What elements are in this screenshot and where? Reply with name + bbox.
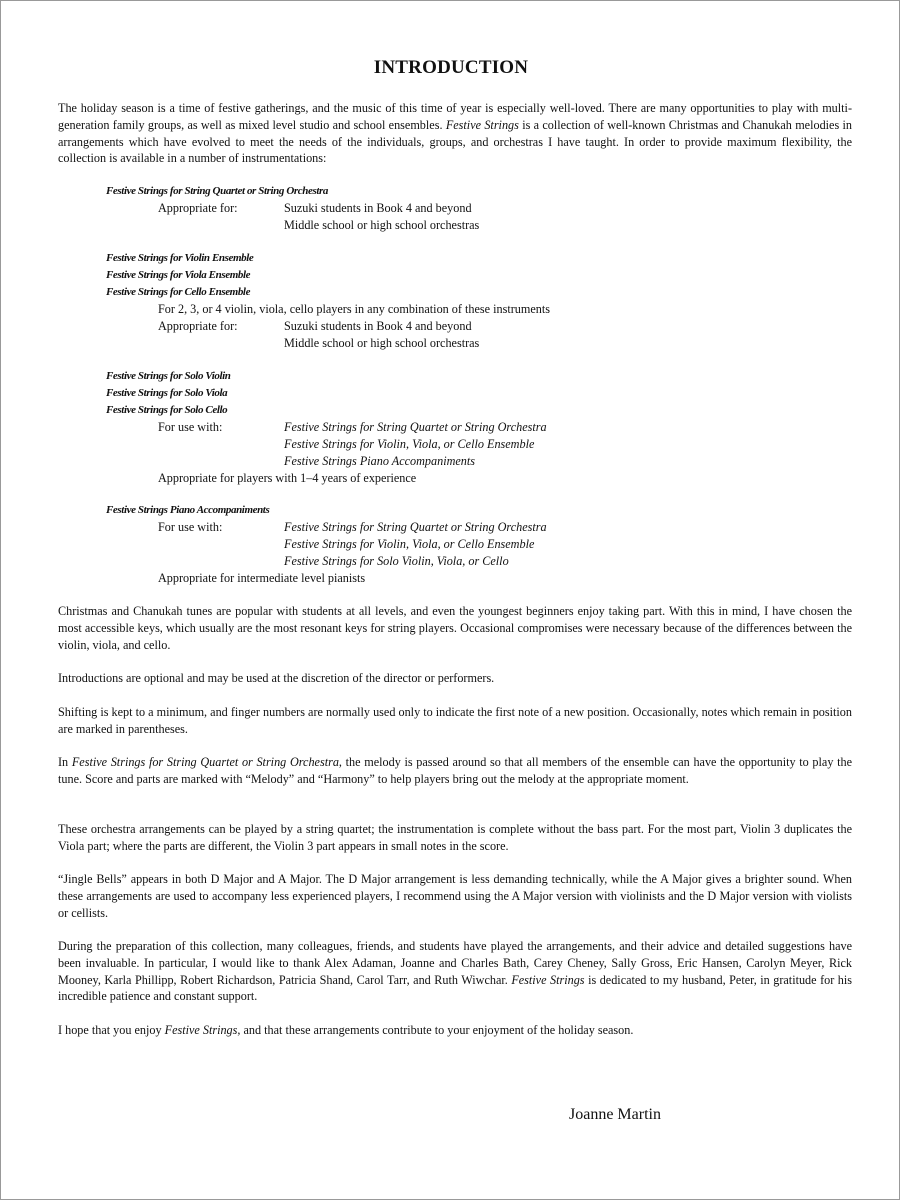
p8-text-2: , and that these arrangements contribute to your enjoyment of the holiday season. — [237, 1023, 634, 1037]
block-heading: Festive Strings for Solo Cello — [106, 404, 228, 416]
block-label: Appropriate for: — [158, 319, 238, 333]
block-heading: Festive Strings for Cello Ensemble — [106, 286, 251, 298]
signature: Joanne Martin — [569, 1106, 661, 1123]
intro-text-1: The holiday season is a time of festive gatherings, and the music of this time of year is especially well-loved. There are many opportunities to play with multi-generation family groups, as well as mixed level studio and school ensembles. — [58, 101, 852, 132]
paragraph-melody — [58, 754, 852, 788]
instrumentation-block-quartet — [106, 183, 826, 234]
block-note: Appropriate for players with 1–4 years of experience — [158, 471, 417, 485]
instrumentation-block-ensemble — [106, 250, 826, 352]
block-note: Appropriate for intermediate level pianists — [158, 571, 366, 585]
block-value: Festive Strings Piano Accompaniments — [284, 454, 476, 468]
block-heading: Festive Strings for String Quartet or String Orchestra — [106, 185, 328, 197]
instrumentation-block-piano — [106, 502, 826, 587]
block-value: Middle school or high school orchestras — [284, 336, 480, 350]
intro-paragraph — [58, 100, 852, 167]
p4-italic: Festive Strings for String Quartet or String Orchestra — [71, 755, 339, 769]
block-heading: Festive Strings for Violin Ensemble — [106, 252, 254, 264]
block-value: Suzuki students in Book 4 and beyond — [284, 201, 472, 215]
paragraph-keys: Christmas and Chanukah tunes are popular with students at all levels, and even the youngest beginners enjoy taking part. With this in mind, I have chosen the most accessible keys, which usually are the most resonant keys for string players. Occasional compromises were necessary because of the differences between the violin, viola, and cello. — [58, 604, 852, 652]
p8-italic: Festive Strings — [164, 1023, 238, 1037]
block-value: Middle school or high school orchestras — [284, 218, 480, 232]
p7-text-1: During the preparation of this collection, many colleagues, friends, and students have played the arrangements, and their advice and detailed suggestions have been invaluable. In particular, I would like to thank Alex Adaman, Joanne and Charles Bath, Carey Cheney, Sally Gross, Eric Hansen, Carolyn Meyer, Rick Mooney, Karla Phillipp, Robert Richardson, Patricia Shand, Carol Tarr, and Ruth Wiwchar. — [58, 939, 852, 987]
p4-text-1: In — [58, 755, 72, 769]
p7-text-2: is dedicated to my husband, Peter, in gratitude for his incredible patience and constant support. — [58, 972, 853, 1004]
p7-italic: Festive Strings — [511, 972, 585, 987]
block-value: Festive Strings for Violin, Viola, or Cello Ensemble — [284, 437, 535, 451]
block-value: Festive Strings for String Quartet or String Orchestra — [284, 520, 547, 534]
block-heading: Festive Strings for Solo Violin — [106, 370, 231, 382]
paragraph-introductions: Introductions are optional and may be used at the discretion of the director or performers. — [58, 671, 495, 685]
intro-italic: Festive Strings — [445, 117, 519, 132]
block-label: Appropriate for: — [158, 201, 238, 215]
block-heading: Festive Strings for Solo Viola — [106, 387, 228, 399]
block-heading: Festive Strings for Viola Ensemble — [106, 269, 251, 281]
block-label: For use with: — [158, 520, 223, 534]
block-value: Festive Strings for Solo Violin, Viola, or Cello — [284, 554, 509, 568]
paragraph-orchestra: These orchestra arrangements can be played by a string quartet; the instrumentation is complete without the bass part. For the most part, Violin 3 duplicates the Viola part; where the parts are different, the Violin 3 part appears in small notes in the score. — [58, 822, 852, 853]
block-value: Suzuki students in Book 4 and beyond — [284, 319, 472, 333]
paragraph-jingle-bells: “Jingle Bells” appears in both D Major and A Major. The D Major arrangement is less demanding technically, while the A Major gives a brighter sound. When these arrangements are used to accompany less experienced players, I recommend using the A Major version with violinists and the D Major version with violists or cellists. — [58, 872, 852, 920]
block-value: Festive Strings for String Quartet or String Orchestra — [284, 420, 547, 434]
p4-text-2: , the melody is passed around so that all members of the ensemble can have the opportunity to play the tune. Score and parts are marked with “Melody” and “Harmony” to help players bring out the melody at the appropriate moment. — [58, 755, 852, 786]
block-note: For 2, 3, or 4 violin, viola, cello players in any combination of these instruments — [158, 302, 550, 316]
p8-text-1: I hope that you enjoy — [58, 1023, 165, 1037]
instrumentation-block-solo — [106, 368, 826, 487]
page-title: INTRODUCTION — [373, 57, 529, 78]
intro-text-2: is a collection of well-known Christmas and Chanukah melodies in arrangements which have evolved to meet the needs of the individuals, groups, and orchestras I have taught. In order to provide maximum flexibility, the collection is available in a number of instrumentations: — [58, 117, 853, 166]
paragraph-closing — [58, 1022, 852, 1039]
block-value: Festive Strings for Violin, Viola, or Cello Ensemble — [284, 537, 535, 551]
block-label: For use with: — [158, 420, 223, 434]
paragraph-shifting: Shifting is kept to a minimum, and finger numbers are normally used only to indicate the first note of a new position. Occasionally, notes which remain in position are marked in parentheses. — [58, 705, 852, 736]
paragraph-acknowledgements — [58, 938, 852, 1005]
block-heading: Festive Strings Piano Accompaniments — [106, 504, 270, 516]
